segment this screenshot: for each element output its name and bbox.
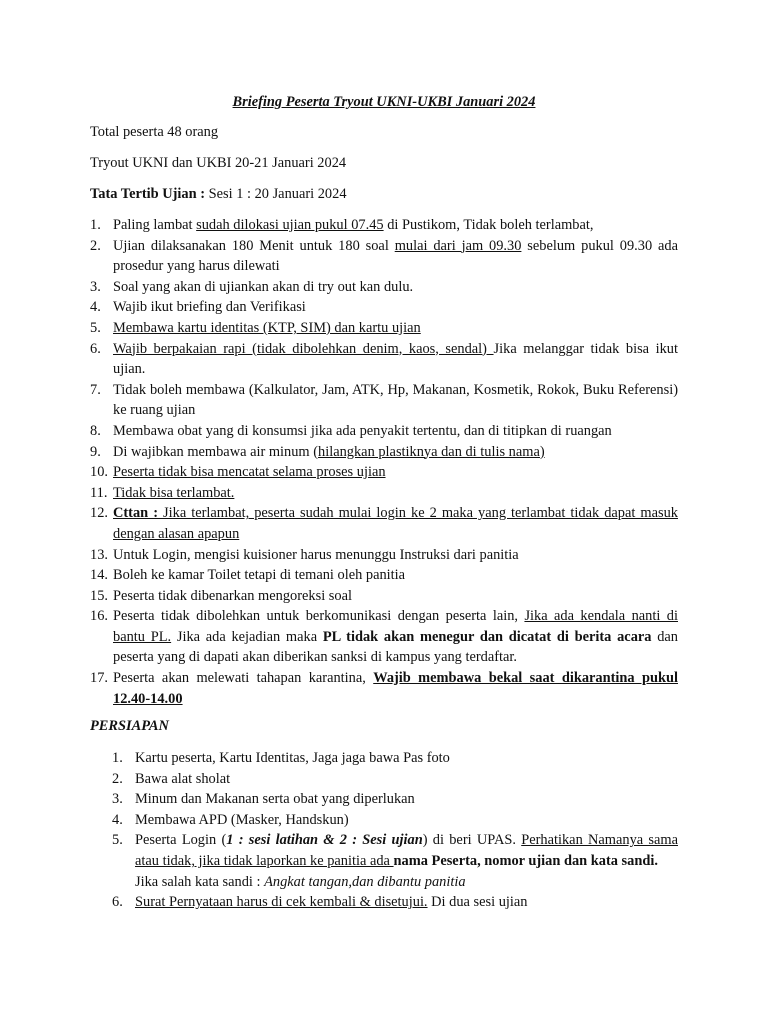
preparation-item xyxy=(90,830,678,892)
list-number: 5. xyxy=(90,319,101,336)
text-segment: Jika melanggar tidak bisa ikut ujian. xyxy=(113,340,678,378)
text-segment: di Pustikom, Tidak boleh terlambat, xyxy=(383,217,594,233)
preparation-item xyxy=(90,810,678,831)
text-segment: Peserta Login ( xyxy=(135,832,227,849)
text-segment: hilangkan plastiknya dan di tulis nama) xyxy=(318,443,545,460)
rule-item xyxy=(90,318,678,339)
text-segment: Surat Pernyataan harus di cek kembali & disetujui. xyxy=(135,894,428,911)
preparation-list xyxy=(90,748,678,913)
preparation-item xyxy=(90,789,678,810)
rule-item xyxy=(90,483,678,504)
list-number: 3. xyxy=(112,791,123,808)
list-number: 9. xyxy=(90,443,101,460)
list-number: 1. xyxy=(90,217,101,233)
list-number: 1. xyxy=(112,750,123,766)
list-number: 13. xyxy=(90,546,108,563)
preparation-item xyxy=(90,748,678,769)
preparation-item xyxy=(90,769,678,790)
text-segment: Membawa APD (Masker, Handskun) xyxy=(135,811,349,828)
list-number: 10. xyxy=(90,464,108,481)
list-number: 16. xyxy=(90,608,108,625)
list-number: 4. xyxy=(112,811,123,828)
text-segment: Jika ada kendala nanti di bantu PL. xyxy=(113,608,678,645)
rule-item xyxy=(90,442,678,463)
text-segment: dan peserta yang di dapati akan diberikan sanksi di kampus yang terdaftar. xyxy=(113,628,678,666)
text-segment: Jika salah kata sandi : xyxy=(135,873,265,890)
text-segment: mulai dari jam 09.30 xyxy=(394,237,522,254)
list-number: 6. xyxy=(90,340,101,357)
document-title: Briefing Peserta Tryout UKNI-UKBI Januari 2024 xyxy=(232,94,536,110)
total-participants: Total peserta 48 orang xyxy=(90,124,219,140)
rule-item xyxy=(90,215,678,236)
text-segment: Angkat tangan,dan dibantu panitia xyxy=(264,873,466,890)
exam-rules-session: Sesi 1 : 20 Januari 2024 xyxy=(205,186,347,202)
rule-item xyxy=(90,380,678,421)
rule-item xyxy=(90,586,678,607)
text-segment: Tidak boleh membawa (Kalkulator, Jam, ATK, Hp, Makanan, Kosmetik, Rokok, Buku Referensi) ke ruang ujian xyxy=(113,381,678,419)
list-item-note xyxy=(135,872,678,893)
list-number: 2. xyxy=(90,237,101,254)
list-number: 3. xyxy=(90,278,101,295)
text-segment: Di wajibkan membawa air minum ( xyxy=(113,443,319,460)
list-number: 2. xyxy=(112,770,123,787)
text-segment: Boleh ke kamar Toilet tetapi di temani oleh panitia xyxy=(113,567,406,584)
text-segment: 1 : sesi latihan & 2 : Sesi ujian xyxy=(226,832,423,849)
text-segment: Kartu peserta, Kartu Identitas, Jaga jaga bawa Pas foto xyxy=(135,750,450,766)
text-segment: Soal yang akan di ujiankan akan di try out kan dulu. xyxy=(113,278,414,295)
list-number: 12. xyxy=(90,505,108,522)
text-segment: Peserta tidak dibolehkan untuk berkomunikasi dengan peserta lain, xyxy=(113,608,525,625)
text-segment: Membawa kartu identitas (KTP, SIM) dan kartu ujian xyxy=(113,319,421,336)
list-number: 8. xyxy=(90,422,101,439)
rule-item xyxy=(90,545,678,566)
text-segment: Wajib membawa bekal saat dikarantina pukul 12.40-14.00 xyxy=(113,670,678,707)
text-segment: Peserta tidak dibenarkan mengoreksi soal xyxy=(113,587,352,604)
list-number: 14. xyxy=(90,567,108,584)
rule-item xyxy=(90,606,678,668)
text-segment: sebelum pukul 09.30 ada prosedur yang harus dilewati xyxy=(113,237,678,275)
list-number: 17. xyxy=(90,670,108,687)
text-segment: Ujian dilaksanakan 180 Menit untuk 180 soal xyxy=(113,237,395,254)
rule-item xyxy=(90,236,678,277)
section-title-persiapan: PERSIAPAN xyxy=(90,718,169,734)
rule-item xyxy=(90,297,678,318)
list-number: 15. xyxy=(90,587,108,604)
exam-rules-label: Tata Tertib Ujian : xyxy=(90,186,206,202)
list-number: 11. xyxy=(90,484,108,501)
text-segment: Minum dan Makanan serta obat yang diperlukan xyxy=(135,791,415,808)
rule-item xyxy=(90,277,678,298)
text-segment: Cttan : xyxy=(113,505,158,522)
rule-item xyxy=(90,503,678,544)
list-number: 6. xyxy=(112,894,123,911)
text-segment: Membawa obat yang di konsumsi jika ada penyakit tertentu, dan di titipkan di ruangan xyxy=(113,422,612,439)
list-number: 4. xyxy=(90,299,101,316)
list-number: 7. xyxy=(90,381,101,398)
text-segment: Paling lambat xyxy=(113,217,197,233)
text-segment: Jika ada kejadian maka xyxy=(171,628,323,645)
text-segment: Untuk Login, mengisi kuisioner harus menunggu Instruksi dari panitia xyxy=(113,546,519,563)
text-segment: ) di beri UPAS. xyxy=(422,832,522,849)
text-segment: Bawa alat sholat xyxy=(135,770,231,787)
text-segment: sudah dilokasi ujian pukul 07.45 xyxy=(196,217,384,233)
text-segment: Peserta akan melewati tahapan karantina, xyxy=(113,670,374,687)
text-segment: nama Peserta, nomor ujian dan kata sandi. xyxy=(393,852,658,869)
text-segment: Perhatikan Namanya sama atau tidak, jika tidak laporkan ke panitia ada xyxy=(135,832,678,869)
text-segment: Tidak bisa terlambat. xyxy=(113,484,235,501)
exam-rules-list xyxy=(90,215,678,709)
text-segment: Peserta tidak bisa mencatat selama proses ujian xyxy=(113,464,386,481)
rule-item xyxy=(90,668,678,709)
text-segment: PL tidak akan menegur dan dicatat di berita acara xyxy=(322,628,652,645)
tryout-dates: Tryout UKNI dan UKBI 20-21 Januari 2024 xyxy=(90,155,347,171)
text-segment: Wajib berpakaian rapi (tidak dibolehkan denim, kaos, sendal) xyxy=(113,340,494,357)
rule-item xyxy=(90,421,678,442)
text-segment: Jika terlambat, peserta sudah mulai login ke 2 maka yang terlambat tidak dapat masuk dengan alasan apapun xyxy=(113,505,678,542)
exam-rules-heading xyxy=(90,184,347,205)
rule-item xyxy=(90,462,678,483)
preparation-item xyxy=(90,892,678,913)
list-number: 5. xyxy=(112,832,123,849)
rule-item xyxy=(90,339,678,380)
text-segment: Di dua sesi ujian xyxy=(427,894,528,911)
rule-item xyxy=(90,565,678,586)
text-segment: Wajib ikut briefing dan Verifikasi xyxy=(113,299,306,316)
